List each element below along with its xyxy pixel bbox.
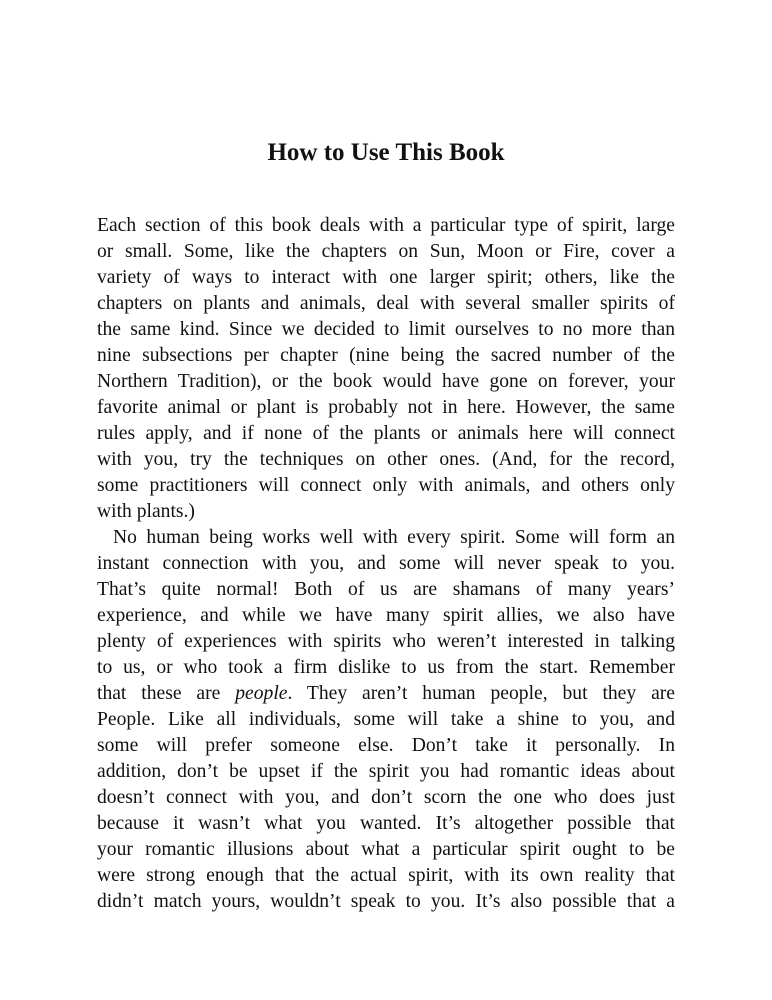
text-line: That’s quite normal! Both of us are shamans of many years’ [97, 579, 675, 600]
text-line: were strong enough that the actual spirit, with its own reality that [97, 865, 675, 886]
text-line: variety of ways to interact with one larger spirit; others, like the [97, 267, 675, 288]
text-line: Northern Tradition), or the book would have gone on forever, your [97, 371, 675, 392]
body-text [97, 213, 675, 915]
text-line: didn’t match yours, wouldn’t speak to you. It’s also possible that a [97, 891, 675, 912]
text-line: plenty of experiences with spirits who weren’t interested in talking [97, 631, 675, 652]
text-line: with plants.) [97, 501, 195, 522]
text-line: the same kind. Since we decided to limit ourselves to no more than [97, 319, 675, 340]
text-line-with-emphasis [97, 681, 675, 707]
text-line: chapters on plants and animals, deal with several smaller spirits of [97, 293, 675, 314]
text-line: People. Like all individuals, some will take a shine to you, and [97, 709, 675, 730]
text-line: nine subsections per chapter (nine being the sacred number of the [97, 345, 675, 366]
text-line: doesn’t connect with you, and don’t scorn the one who does just [97, 787, 675, 808]
line-start: that these are [97, 683, 236, 704]
text-line: addition, don’t be upset if the spirit you had romantic ideas about [97, 761, 675, 782]
page-title: How to Use This Book [267, 139, 505, 166]
emphasis-punctuation: . [287, 683, 307, 704]
text-line: or small. Some, like the chapters on Sun, Moon or Fire, cover a [97, 241, 675, 262]
text-line: Each section of this book deals with a particular type of spirit, large [97, 215, 675, 236]
text-line: instant connection with you, and some will never speak to you. [97, 553, 675, 574]
emphasis-word: people [235, 683, 288, 704]
text-line: your romantic illusions about what a particular spirit ought to be [97, 839, 675, 860]
text-line: rules apply, and if none of the plants or animals here will connect [97, 423, 675, 444]
text-line: favorite animal or plant is probably not in here. However, the same [97, 397, 675, 418]
paragraph-1 [97, 213, 675, 525]
text-line: because it wasn’t what you wanted. It’s altogether possible that [97, 813, 675, 834]
text-line: some will prefer someone else. Don’t take it personally. In [97, 735, 675, 756]
text-line: with you, try the techniques on other ones. (And, for the record, [97, 449, 675, 470]
text-line: experience, and while we have many spirit allies, we also have [97, 605, 675, 626]
paragraph-2 [97, 525, 675, 915]
line-end: They aren’t human people, but they are [306, 683, 675, 704]
text-line: No human being works well with every spirit. Some will form an [113, 527, 675, 548]
text-line: to us, or who took a firm dislike to us from the start. Remember [97, 657, 675, 678]
text-line: some practitioners will connect only with animals, and others only [97, 475, 675, 496]
